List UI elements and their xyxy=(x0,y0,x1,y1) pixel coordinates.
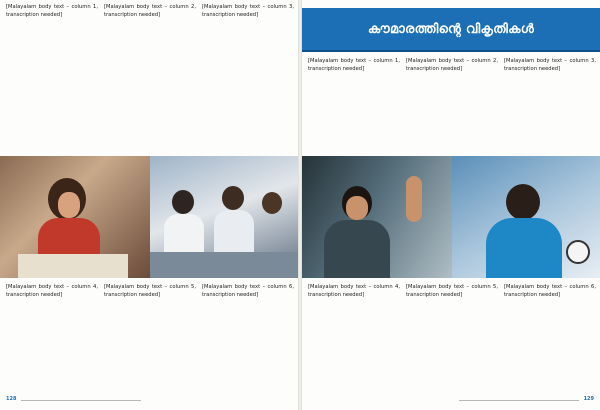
right-page-column-6: [Malayalam body text – column 6, transcription needed] xyxy=(504,284,596,298)
left-page-number: 128 xyxy=(6,396,17,402)
right-page-column-1: [Malayalam body text – column 1, transcription needed] xyxy=(308,58,400,72)
title-banner-accent xyxy=(302,50,600,52)
student-3-head-shape xyxy=(262,192,282,214)
boy-back-head-shape xyxy=(506,184,540,220)
student-1-shirt-shape xyxy=(164,214,204,254)
left-page-column-3: [Malayalam body text – column 3, transcription needed] xyxy=(202,4,294,18)
right-page-column-5: [Malayalam body text – column 5, transcription needed] xyxy=(406,284,498,298)
left-page-column-5: [Malayalam body text – column 5, transcription needed] xyxy=(104,284,196,298)
girl-face-shape xyxy=(58,192,80,218)
right-page-number: 129 xyxy=(583,396,594,402)
ball-shape xyxy=(566,240,590,264)
raised-hand-shape xyxy=(406,176,422,222)
left-page-column-6: [Malayalam body text – column 6, transcription needed] xyxy=(202,284,294,298)
girl-shirt-shape xyxy=(38,218,100,258)
article-title-banner xyxy=(302,8,600,50)
student-2-shirt-shape xyxy=(214,210,254,254)
right-page-column-2: [Malayalam body text – column 2, transcription needed] xyxy=(406,58,498,72)
right-page-column-3: [Malayalam body text – column 3, transcription needed] xyxy=(504,58,596,72)
classroom-desk-shape xyxy=(150,252,298,278)
photo-students-in-classroom xyxy=(150,156,298,278)
right-page-footer xyxy=(456,396,594,402)
left-footer-rule xyxy=(21,397,141,401)
left-page-column-2: [Malayalam body text – column 2, transcription needed] xyxy=(104,4,196,18)
right-page-column-4: [Malayalam body text – column 4, transcription needed] xyxy=(308,284,400,298)
boy-shirt-shape xyxy=(324,220,390,278)
boy-face-shape xyxy=(346,196,368,220)
left-page-footer xyxy=(6,396,144,402)
photo-girl-studying-at-desk xyxy=(0,156,150,278)
article-title: കൗമാരത്തിന്റെ വികൃതികൾ xyxy=(367,21,535,37)
photo-teen-boy-with-hand-raised xyxy=(302,156,452,278)
photo-boy-from-behind-with-ball xyxy=(452,156,600,278)
left-page-column-1: [Malayalam body text – column 1, transcription needed] xyxy=(6,4,98,18)
student-2-head-shape xyxy=(222,186,244,210)
student-1-head-shape xyxy=(172,190,194,214)
right-footer-rule xyxy=(459,397,579,401)
desk-book-shape xyxy=(18,254,128,278)
left-page-column-4: [Malayalam body text – column 4, transcription needed] xyxy=(6,284,98,298)
boy-back-shirt-shape xyxy=(486,218,562,278)
